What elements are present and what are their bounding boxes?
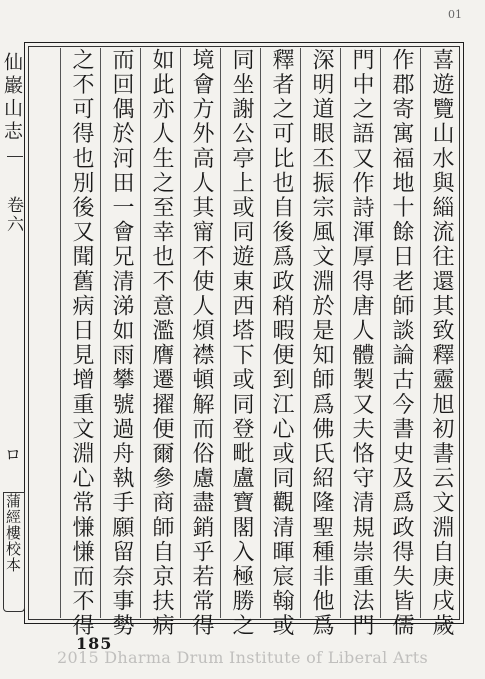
text-column-7: 境會方外高人其甯不使人煩襟頓解而俗慮盡銷乎若常得 [189,48,214,639]
fish-tail-divider [7,156,23,157]
book-title: 仙巖山志 [1,52,23,144]
text-column-2: 作郡寄寓福地十餘日老師談論古今書史及爲政得失皆儒 [389,48,414,639]
text-column-5: 釋者之可比也自後爲政稍暇便到江心或同觀清暉宸翰或 [269,48,294,639]
column-rule [260,48,261,618]
edition-label: 蒲經樓校本 [3,492,25,612]
column-rule [300,48,301,618]
text-column-4: 深明道眼丕振宗風文淵於是知師爲佛氏紹隆聖種非他爲 [309,48,334,639]
text-column-1: 喜遊覽山水與緇流往還其致釋靈旭初書云文淵自庚戌歲 [429,48,454,639]
page-stamp: 01 [448,8,462,21]
fish-mark: ロ [4,445,21,464]
text-column-8: 如此亦人生之至幸也不意濫膺遷擢便爾參商師自京扶病 [149,48,174,639]
volume-label: 卷六 [3,196,23,234]
column-rule [100,48,101,618]
text-column-6: 同坐謝公亭上或同遊東西塔下或同登毗盧寶閣入極勝之 [229,48,254,639]
column-rule [380,48,381,618]
column-rule [140,48,141,618]
column-rule [420,48,421,618]
column-rule [220,48,221,618]
column-rule [180,48,181,618]
text-column-3: 門中之語又作詩渾厚得唐人體製又夫恪守清規崇重法門 [349,48,374,639]
folio-number: 185 [76,634,113,653]
column-rule [60,48,61,618]
column-rule [340,48,341,618]
watermark: 2015 Dharma Drum Institute of Liberal Arts [57,648,428,667]
text-column-10: 之不可得也別後又聞舊病日見增重文淵心常慊慊而不得 [69,48,94,639]
text-column-9: 而回偶於河田一會兄清涕如雨攀號過舟執手願留奈事勢 [109,48,134,639]
